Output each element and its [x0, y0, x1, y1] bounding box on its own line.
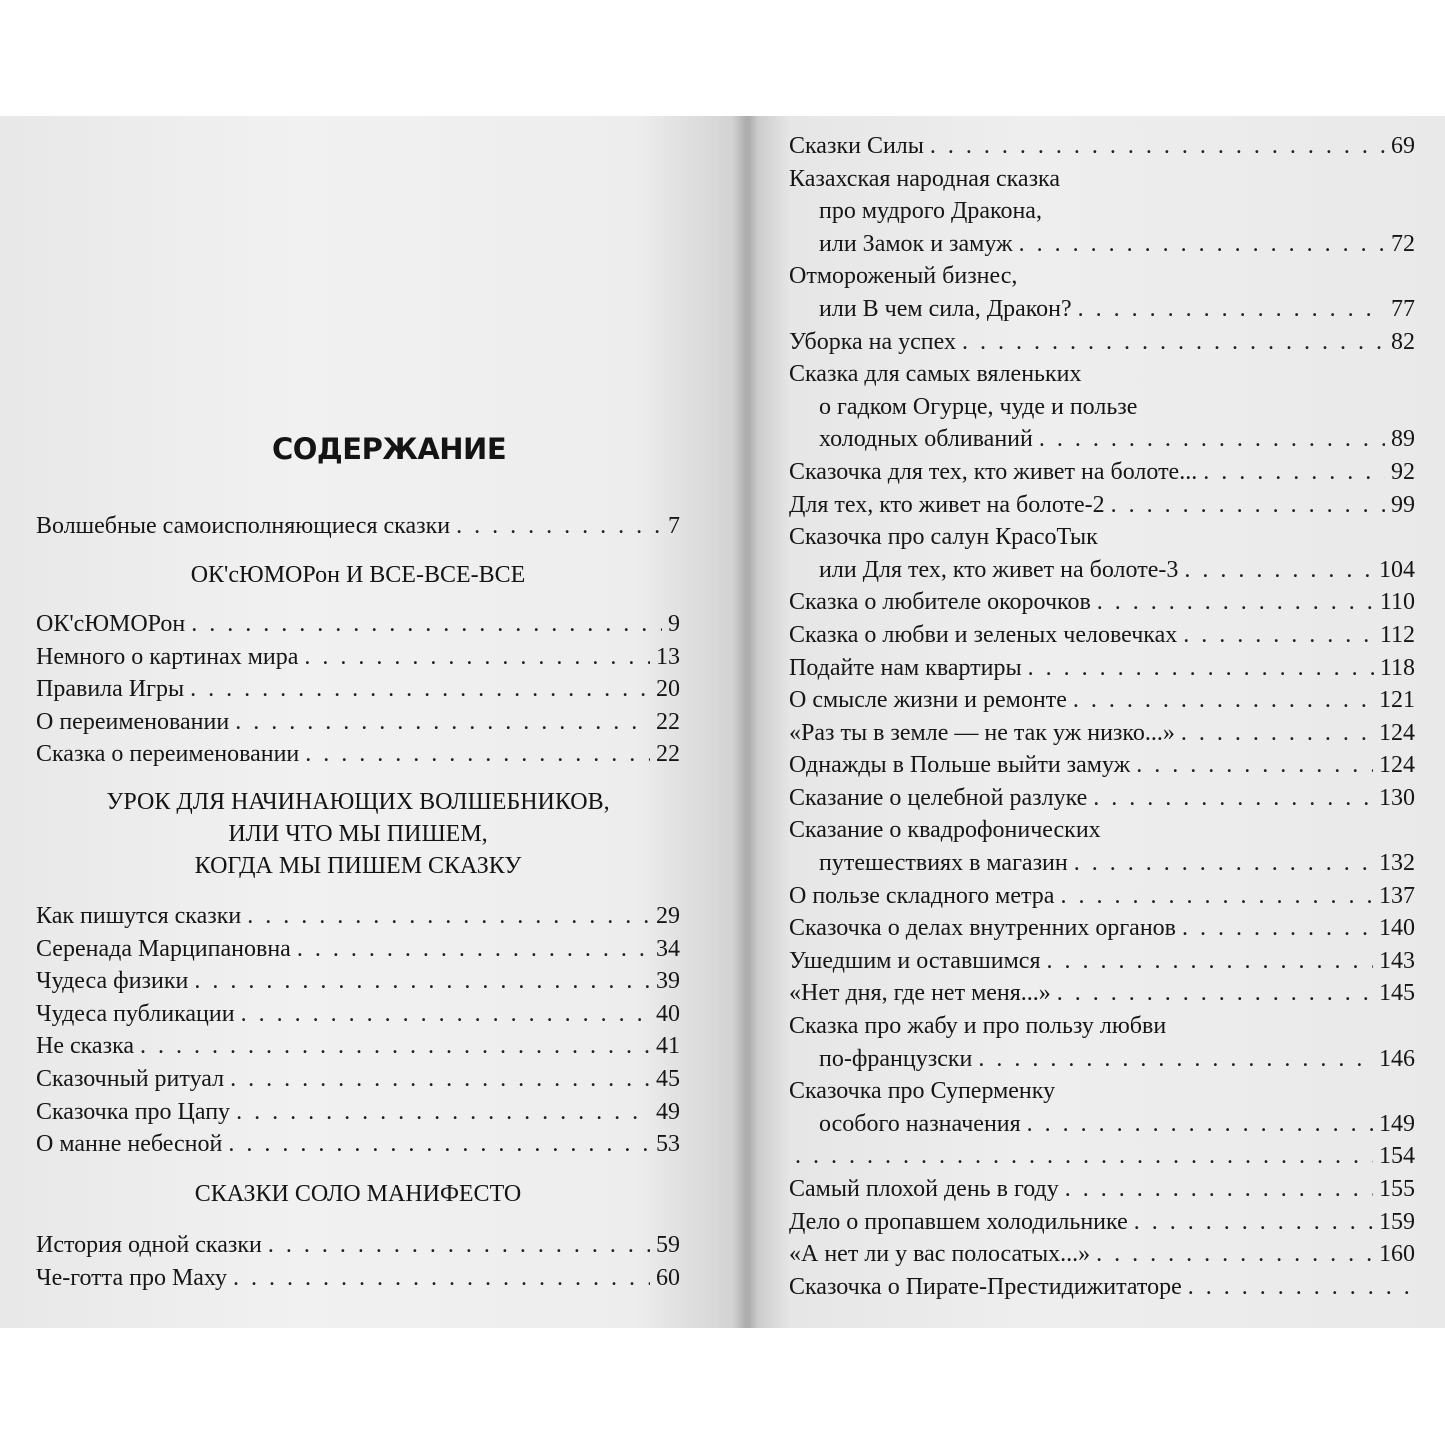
leader-dots: [978, 1043, 1373, 1076]
toc-entry-title: о гадком Огурце, чуде и пользе: [819, 393, 1138, 420]
leader-dots: [1093, 782, 1373, 815]
toc-entry-title: Сказочка про салун КрасоТык: [789, 524, 1098, 551]
toc-entry-page: 82: [1391, 328, 1415, 355]
toc-entry-page: 124: [1379, 719, 1415, 746]
toc-entry: Чудеса публикации . . . 40: [36, 998, 680, 1031]
toc-entry: [789, 358, 1415, 456]
toc-entry-title: Самый плохой день в году: [789, 1176, 1059, 1202]
toc-entry-title: путешествиях в магазин: [819, 850, 1068, 877]
toc-entry: [789, 814, 1415, 879]
toc-entry: Не сказка . . . 41: [36, 1030, 680, 1063]
leader-dots: [962, 326, 1385, 359]
toc-entry-title: Волшебные самоисполняющиеся сказки: [36, 513, 451, 539]
toc-entry: История одной сказки . . . 59: [36, 1229, 680, 1262]
toc-entry-title: «Нет дня, где нет меня...»: [789, 980, 1051, 1007]
toc-entry: Как пишутся сказки . . . 29: [36, 900, 680, 933]
toc-entry-title: «А нет ли у вас полосатых...»: [789, 1241, 1091, 1268]
toc-entry-page: 69: [1391, 133, 1415, 159]
leader-dots: [1027, 1108, 1373, 1141]
toc-entry-page: 155: [1379, 1176, 1415, 1202]
toc-entry: [789, 977, 1415, 1010]
toc-entry-page: 140: [1379, 915, 1415, 942]
leader-dots: [1019, 228, 1385, 261]
toc-entry: [789, 652, 1415, 685]
toc-entry-title: Сказка о любителе окорочков: [789, 589, 1091, 616]
toc-entry-title: или В чем сила, Дракон?: [819, 295, 1072, 322]
toc-entry-page: 159: [1379, 1208, 1415, 1235]
leader-dots: [1182, 912, 1373, 945]
leader-dots: [1181, 717, 1373, 750]
toc-entry: [789, 130, 1415, 163]
toc-section-2: [36, 900, 680, 1161]
toc-entry: Сказочка про Цапу . . . 49: [36, 1096, 680, 1129]
toc-entry-title: про мудрого Дракона,: [819, 198, 1042, 225]
toc-entry-page: 143: [1379, 947, 1415, 974]
toc-entry: [789, 880, 1415, 913]
toc-entry-title: Подайте нам квартиры: [789, 654, 1022, 681]
toc-entry-page: 99: [1391, 491, 1415, 518]
toc-entry-page: 77: [1391, 295, 1415, 322]
toc-entry-title: О пользе складного метра: [789, 882, 1055, 909]
leader-dots: [456, 510, 662, 543]
toc-entry: [789, 489, 1415, 522]
toc-entry-page: 7: [668, 513, 680, 539]
toc-entry-page: 92: [1391, 458, 1415, 485]
toc-entry: [789, 684, 1415, 717]
toc-entry-page: 149: [1379, 1110, 1415, 1137]
toc-entry: [789, 619, 1415, 652]
leader-dots: [1188, 1271, 1409, 1304]
toc-entry-title: «Раз ты в земле — не так уж низко...»: [789, 719, 1175, 746]
toc-entry-title: Однажды в Польше выйти замуж: [789, 752, 1131, 779]
book-gutter-shadow: [732, 116, 758, 1328]
leader-dots: [1184, 554, 1373, 587]
toc-entry: [789, 326, 1415, 359]
toc-entry-page: 110: [1379, 589, 1415, 616]
leader-dots: [795, 1140, 1373, 1173]
toc-section-3: [36, 1229, 680, 1294]
toc-entry-page: 124: [1379, 752, 1415, 779]
leader-dots: [1039, 423, 1385, 456]
toc-entry: [789, 586, 1415, 619]
toc-entry-title: О смысле жизни и ремонте: [789, 687, 1067, 714]
toc-entry-page: 89: [1391, 426, 1415, 453]
toc-entry: Серенада Марципановна . . . 34: [36, 933, 680, 966]
toc-entry-page: 121: [1379, 687, 1415, 714]
toc-entry: Сказка о переименовании . . . 22: [36, 738, 680, 771]
toc-entry: [789, 163, 1415, 261]
toc-entry-page: 130: [1379, 784, 1415, 811]
toc-entry: [789, 1206, 1415, 1239]
toc-entry: Сказочный ритуал . . . 45: [36, 1063, 680, 1096]
leader-dots: [1073, 684, 1373, 717]
leader-dots: [1203, 456, 1385, 489]
toc-entry-title: Сказка о любви и зеленых человечках: [789, 621, 1178, 648]
toc-entry: [789, 1140, 1415, 1173]
toc-entry: [789, 260, 1415, 325]
leader-dots: [1096, 1238, 1373, 1271]
leader-dots: [1078, 293, 1385, 326]
leader-dots: [1060, 880, 1373, 913]
toc-entry: [36, 510, 680, 543]
book-spread: [0, 116, 1445, 1328]
toc-entry-page: 160: [1379, 1241, 1415, 1268]
leader-dots: [1028, 652, 1374, 685]
toc-entry: Немного о картинах мира . . . 13: [36, 641, 680, 674]
toc-entry-title: особого назначения: [819, 1110, 1021, 1137]
toc-entry: [789, 717, 1415, 750]
toc-entry: [789, 1173, 1415, 1206]
page-title: СОДЕРЖАНИЕ: [272, 432, 507, 466]
toc-entry-title: Для тех, кто живет на болоте-2: [789, 491, 1105, 518]
toc-entry-title: Сказочка о Пирате-Престидижитаторе: [789, 1273, 1182, 1300]
toc-entry-title: или Замок и замуж: [819, 230, 1013, 257]
toc-entry-page: 154: [1379, 1143, 1415, 1170]
toc-entry: [789, 456, 1415, 489]
toc-entry-title: Казахская народная сказка: [789, 165, 1061, 192]
toc-entry-title: Сказание о целебной разлуке: [789, 784, 1088, 811]
toc-entry-title: Отмороженый бизнес,: [789, 263, 1018, 290]
toc-right-column: [789, 130, 1415, 1303]
leader-dots: [1046, 945, 1373, 978]
toc-entry-title: Сказки Силы: [789, 133, 924, 159]
toc-entry: О манне небесной . . . 53: [36, 1128, 680, 1161]
toc-entry-title: или Для тех, кто живет на болоте-3: [819, 556, 1179, 583]
toc-entry: ОК'сЮМОРон . . . 9: [36, 608, 680, 641]
toc-entry: [789, 1238, 1415, 1271]
toc-entry: [789, 521, 1415, 586]
leader-dots: [1057, 977, 1373, 1010]
toc-entry-title: Сказание о квадрофонических: [789, 817, 1101, 844]
toc-entry-title: Ушедшим и оставшимся: [789, 947, 1041, 974]
toc-entry-title: Сказочка про Суперменку: [789, 1078, 1056, 1105]
toc-section-1: [36, 608, 680, 771]
toc-entry-page: 118: [1379, 654, 1415, 681]
toc-entry: Чудеса физики . . . 39: [36, 965, 680, 998]
leader-dots: [1097, 586, 1374, 619]
toc-entry: [789, 782, 1415, 815]
toc-entry: [789, 1271, 1415, 1304]
toc-entry-page: 104: [1379, 556, 1415, 583]
toc-entry: [789, 1075, 1415, 1140]
toc-entry-title: Сказка для самых вяленьких: [789, 361, 1082, 388]
left-page: [0, 116, 748, 1328]
right-page: [748, 116, 1445, 1328]
leader-dots: [930, 130, 1385, 163]
leader-dots: [1134, 1206, 1373, 1239]
toc-entry: Правила Игры . . . 20: [36, 673, 680, 706]
toc-entry-page: 112: [1379, 621, 1415, 648]
toc-entry: [789, 1010, 1415, 1075]
toc-entry-page: 146: [1379, 1045, 1415, 1072]
toc-entry-title: Сказочка о делах внутренних органов: [789, 915, 1176, 942]
section-heading: ОК'сЮМОРон И ВСЕ-ВСЕ-ВСЕ: [190, 562, 526, 588]
toc-entry: [789, 912, 1415, 945]
section-heading: СКАЗКИ СОЛО МАНИФЕСТО: [194, 1181, 522, 1207]
leader-dots: [1111, 489, 1385, 522]
toc-entry-title: Уборка на успех: [789, 328, 956, 355]
toc-entry-page: 72: [1391, 230, 1415, 257]
toc-entry: О переименовании . . . 22: [36, 706, 680, 739]
leader-dots: [1065, 1173, 1373, 1206]
toc-entry-page: 137: [1379, 882, 1415, 909]
toc-entry: Че-готта про Маху . . . 60: [36, 1262, 680, 1295]
toc-entry-title: Сказка про жабу и про пользу любви: [789, 1013, 1167, 1040]
toc-entry-page: 132: [1379, 850, 1415, 877]
toc-intro: [36, 510, 680, 543]
toc-entry-page: 145: [1379, 980, 1415, 1007]
toc-entry-title: холодных обливаний: [819, 426, 1033, 453]
toc-entry-title: по-французски: [819, 1045, 973, 1072]
leader-dots: [1183, 619, 1374, 652]
section-heading: УРОК ДЛЯ НАЧИНАЮЩИХ ВОЛШЕБНИКОВ, ИЛИ ЧТО МЫ ПИШЕМ, КОГДА МЫ ПИШЕМ СКАЗКУ: [106, 789, 610, 879]
toc-entry: [789, 749, 1415, 782]
leader-dots: [1136, 749, 1373, 782]
toc-entry: [789, 945, 1415, 978]
toc-entry-title: Дело о пропавшем холодильнике: [789, 1208, 1128, 1235]
leader-dots: [1074, 847, 1373, 880]
toc-entry-title: Сказочка для тех, кто живет на болоте...: [789, 458, 1198, 485]
